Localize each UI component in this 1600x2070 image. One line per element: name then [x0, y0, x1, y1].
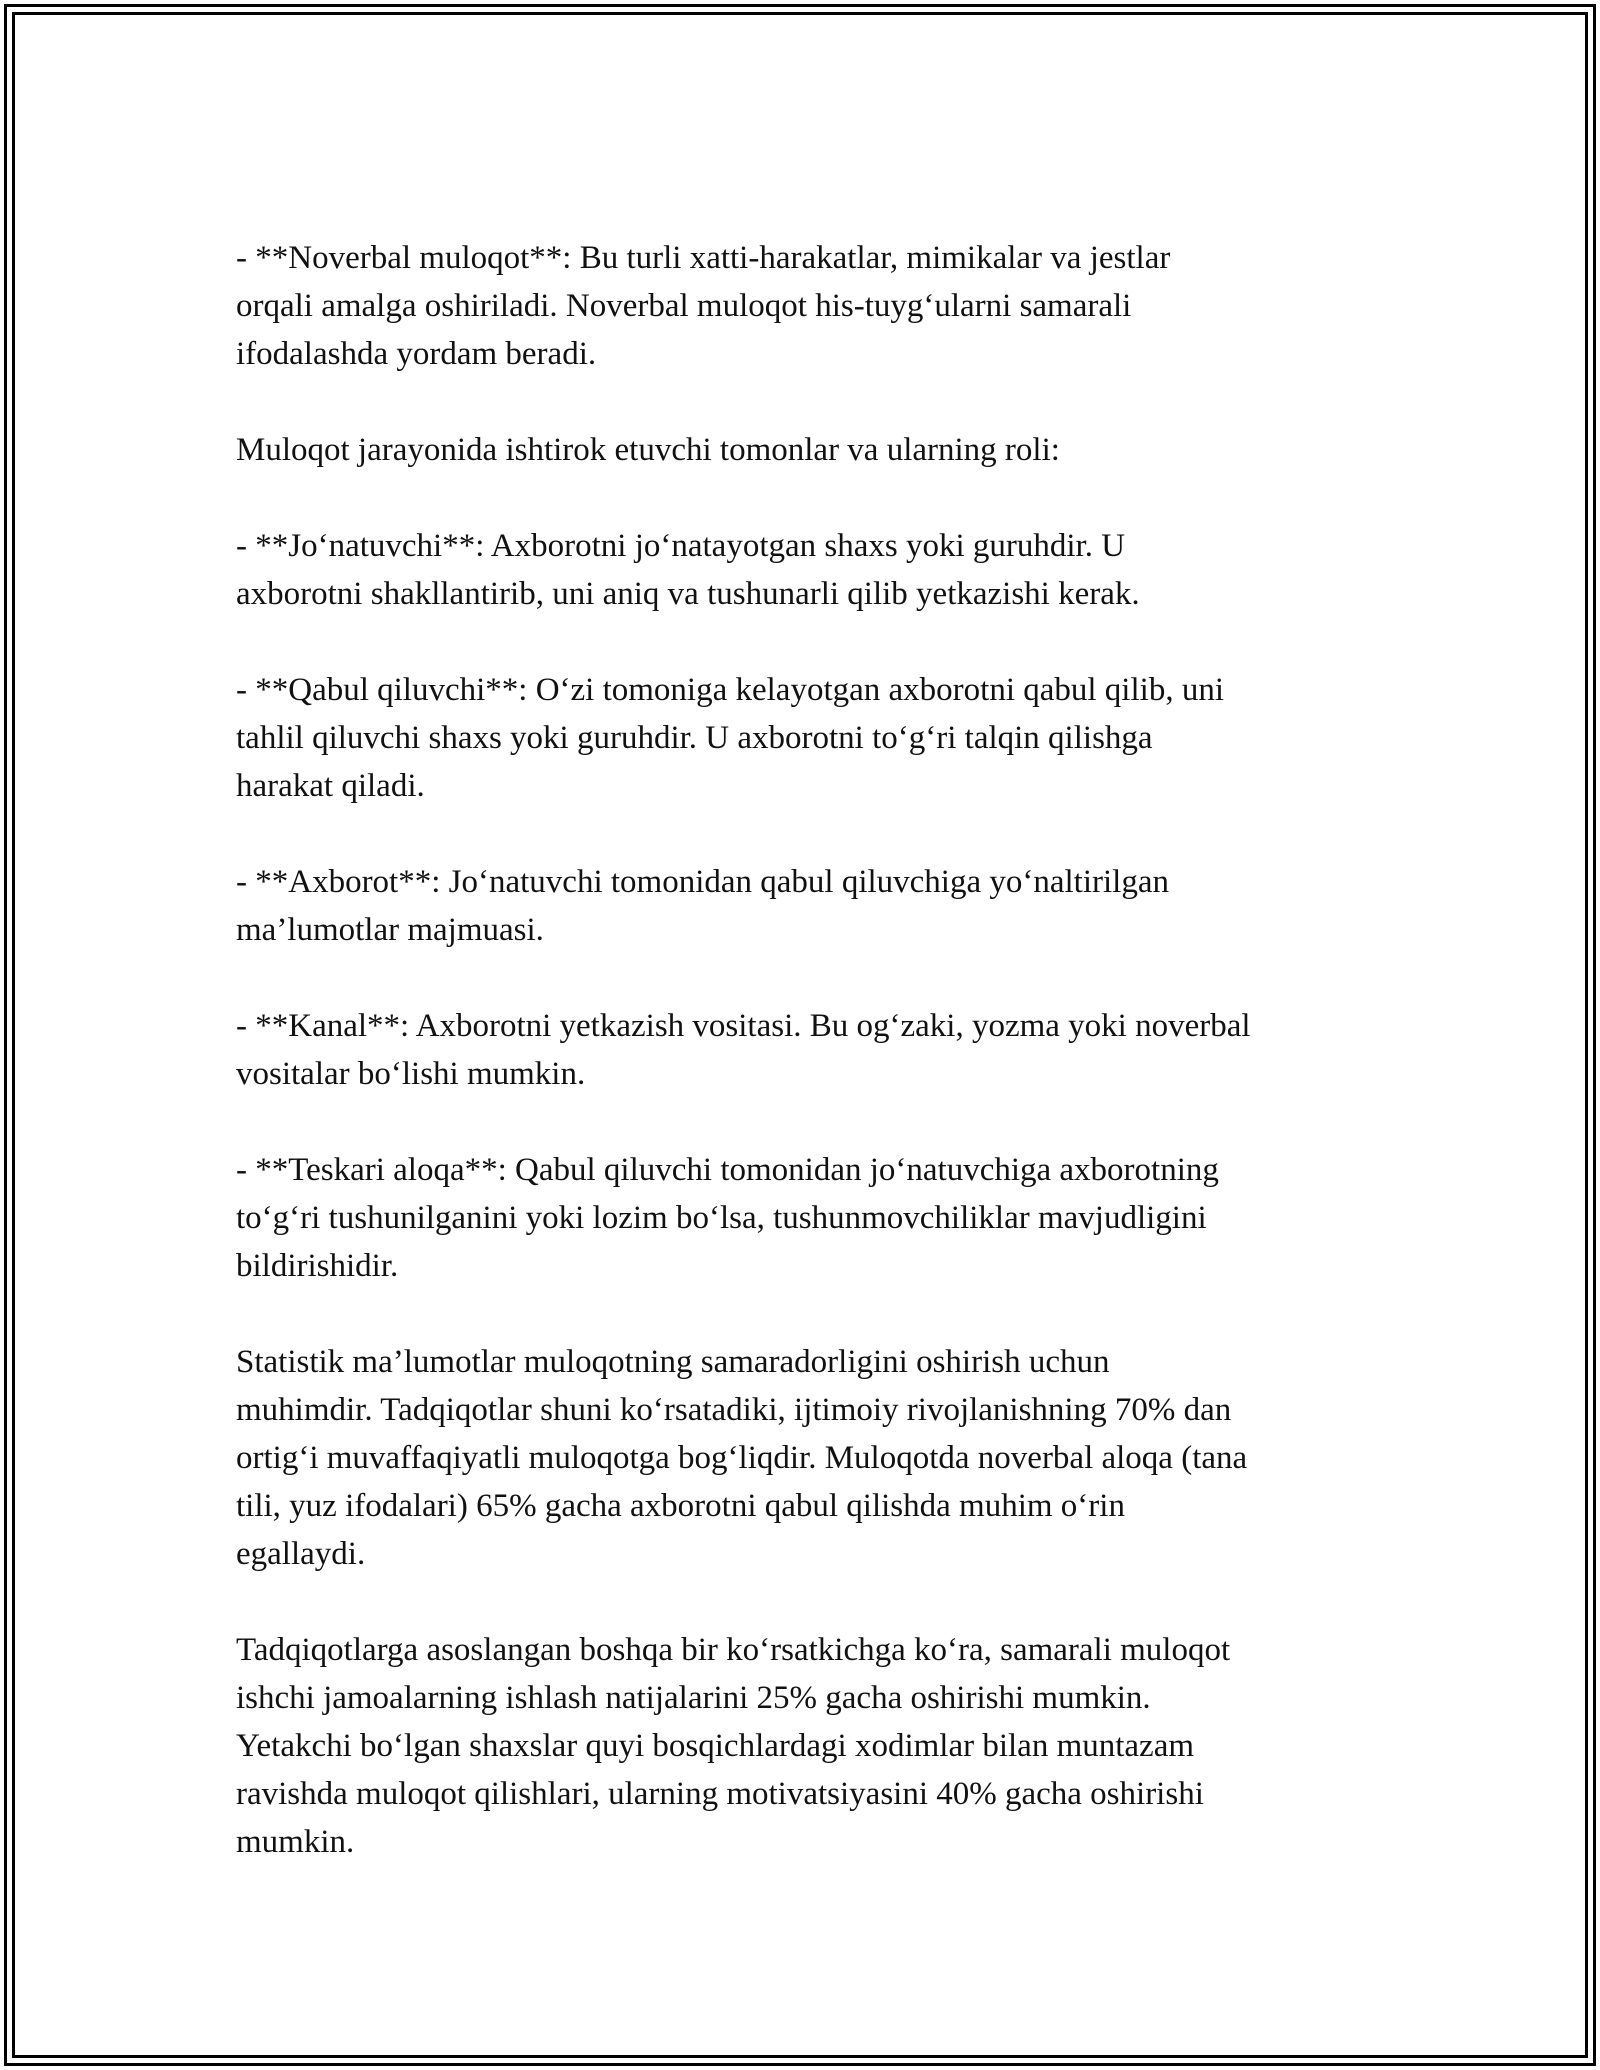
paragraph-teskari-aloqa: - **Teskari aloqa**: Qabul qiluvchi tomonidan jo‘natuvchiga axborotning to‘g‘ri tushunilganini yoki lozim bo‘lsa, tushunmovchiliklar mavjudligini bildirishidir. — [236, 1152, 1219, 1284]
paragraph-noverbal-muloqot: - **Noverbal muloqot**: Bu turli xatti-harakatlar, mimikalar va jestlar orqali amalga oshiriladi. Noverbal muloqot his-tuyg‘ularni samarali ifodalashda yordam beradi. — [236, 240, 1171, 372]
paragraph-kanal: - **Kanal**: Axborotni yetkazish vositasi. Bu og‘zaki, yozma yoki noverbal vositalar bo‘lishi mumkin. — [236, 1008, 1251, 1092]
paragraph-research: Tadqiqotlarga asoslangan boshqa bir ko‘rsatkichga ko‘ra, samarali muloqot ishchi jamoalarning ishlash natijalarini 25% gacha oshirishi mumkin. Yetakchi bo‘lgan shaxslar quyi bosqichlardagi xodimlar bilan muntazam ravishda muloqot qilishlari, ularning motivatsiyasini 40% gacha oshirishi mumkin. — [236, 1632, 1231, 1860]
paragraph-participants-intro: Muloqot jarayonida ishtirok etuvchi tomonlar va ularning roli: — [236, 432, 1060, 468]
paragraph-statistics: Statistik ma’lumotlar muloqotning samaradorligini oshirish uchun muhimdir. Tadqiqotlar shuni ko‘rsatadiki, ijtimoiy rivojlanishning 70% dan ortig‘i muvaffaqiyatli muloqotga bog‘liqdir. Muloqotda noverbal aloqa (tana tili, yuz ifodalari) 65% gacha axborotni qabul qilishda muhim o‘rin egallaydi. — [236, 1344, 1248, 1572]
paragraph-jonatuvchi: - **Jo‘natuvchi**: Axborotni jo‘natayotgan shaxs yoki guruhdir. U axborotni shakllantirib, uni aniq va tushunarli qilib yetkazishi kerak. — [236, 528, 1140, 612]
paragraph-axborot: - **Axborot**: Jo‘natuvchi tomonidan qabul qiluvchiga yo‘naltirilgan ma’lumotlar majmuasi. — [236, 864, 1169, 948]
paragraph-qabul-qiluvchi: - **Qabul qiluvchi**: O‘zi tomoniga kelayotgan axborotni qabul qilib, uni tahlil qiluvchi shaxs yoki guruhdir. U axborotni to‘g‘ri talqin qilishga harakat qiladi. — [236, 672, 1224, 804]
document-body — [236, 234, 1376, 1866]
